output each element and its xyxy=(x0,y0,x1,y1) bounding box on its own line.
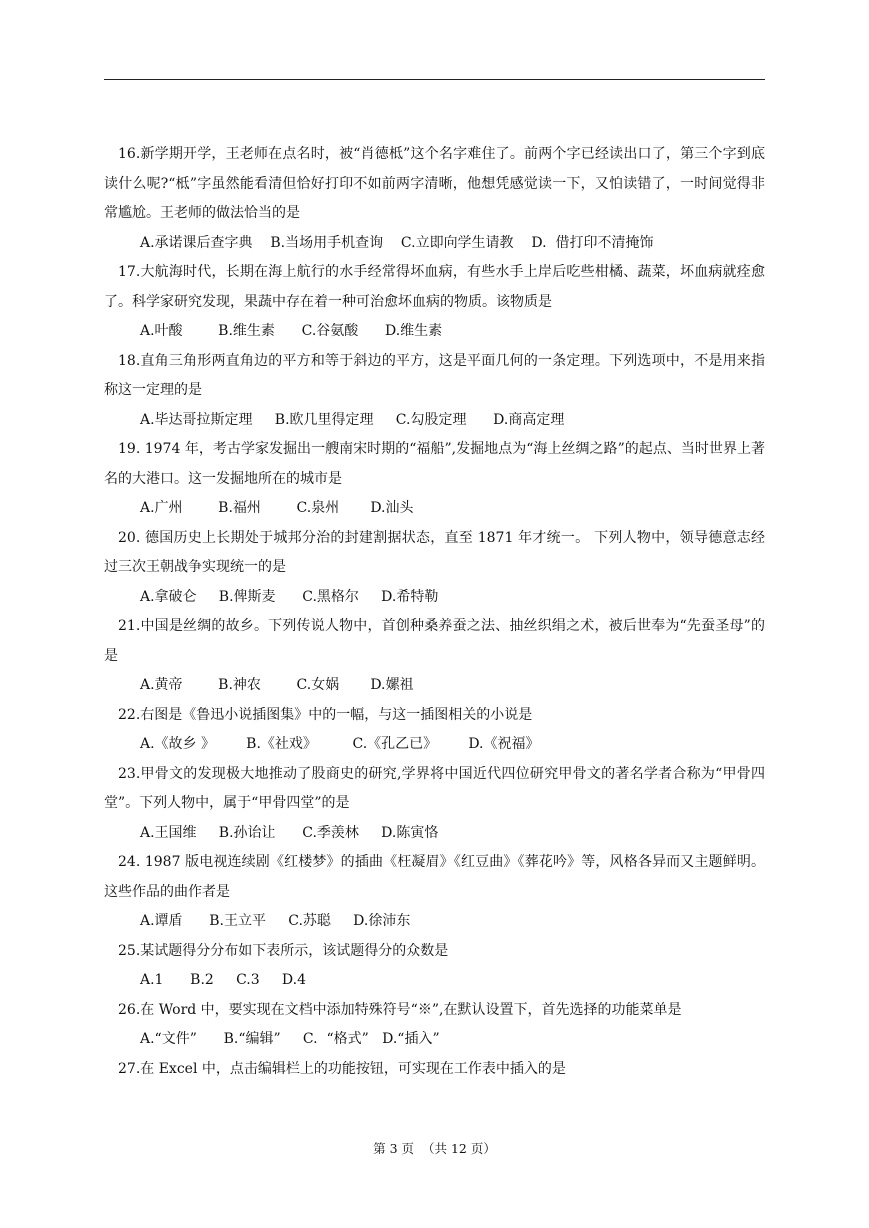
question-25 xyxy=(104,937,765,996)
question-stem: 23.甲骨文的发现极大地推动了股商史的研究,学界将中国近代四位研究甲骨文的著名学者合称为“甲骨四堂”。下列人物中，属于“甲骨四堂”的是 xyxy=(104,765,765,811)
question-stem: 21.中国是丝绸的故乡。下列传说人物中，首创种桑养蚕之法、抽丝织绢之术，被后世奉为“先蚕圣母”的是 xyxy=(104,618,765,664)
question-stem: 18.直角三角形两直角边的平方和等于斜边的平方，这是平面几何的一条定理。下列选项中，不是用来指称这一定理的是 xyxy=(104,352,765,398)
question-options: A.王国维 B.孙诒让 C.季羡林 D.陈寅恪 xyxy=(140,824,439,841)
question-stem: 16.新学期开学，王老师在点名时，被“肖德柢”这个名字难住了。前两个字已经读出口了，第三个字到底读什么呢?“柢”字虽然能看清但恰好打印不如前两字清晰，他想凭感觉读一下，又怕读错了，一时间觉得非常尴尬。王老师的做法恰当的是 xyxy=(104,146,765,221)
question-options: A.1 B.2 C.3 D.4 xyxy=(140,972,306,988)
question-options: A.承诺课后查字典 B.当场用手机查询 C.立即向学生请教 D. 借打印不清掩饰 xyxy=(140,234,654,251)
question-options: A.广州 B.福州 C.泉州 D.汕头 xyxy=(140,500,414,516)
question-20 xyxy=(104,524,765,613)
question-26 xyxy=(104,996,765,1055)
question-23 xyxy=(104,760,765,849)
question-24 xyxy=(104,848,765,937)
question-18 xyxy=(104,347,765,436)
question-27 xyxy=(104,1055,765,1085)
page-footer: 第 3 页 （共 12 页） xyxy=(373,1141,496,1156)
question-17 xyxy=(104,258,765,347)
question-options: A.叶酸 B.维生素 C.谷氨酸 D.维生素 xyxy=(140,323,443,339)
question-stem: 22.右图是《鲁迅小说插图集》中的一幅，与这一插图相关的小说是 xyxy=(118,706,533,723)
question-19 xyxy=(104,435,765,524)
question-22 xyxy=(104,701,765,760)
question-options: A.《故乡 》 B.《社戏》 C.《孔乙已》 D.《祝福》 xyxy=(140,736,540,752)
header-rule xyxy=(104,79,765,80)
question-options: A.毕达哥拉斯定理 B.欧几里得定理 C.勾股定理 D.商高定理 xyxy=(140,411,565,428)
question-options: A.“文件” B.“编辑” C. “格式” D.“插入” xyxy=(140,1031,440,1047)
question-stem: 27.在 Excel 中，点击编辑栏上的功能按钮，可实现在工作表中插入的是 xyxy=(118,1060,566,1077)
question-16 xyxy=(104,140,765,258)
question-options: A.谭盾 B.王立平 C.苏聪 D.徐沛东 xyxy=(140,913,411,929)
question-stem: 24. 1987 版电视连续剧《红楼梦》的插曲《枉凝眉》《红豆曲》《葬花吟》等，风格各异而又主题鲜明。这些作品的曲作者是 xyxy=(104,854,765,900)
question-options: A.拿破仑 B.俾斯麦 C.黑格尔 D.希特勒 xyxy=(140,588,439,605)
question-stem: 17.大航海时代，长期在海上航行的水手经常得坏血病，有些水手上岸后吃些柑橘、蔬菜，坏血病就痊愈了。科学家研究发现，果蔬中存在着一种可治愈坏血病的物质。该物质是 xyxy=(104,264,765,310)
question-stem: 26.在 Word 中，要实现在文档中添加特殊符号“※”,在默认设置下，首先选择的功能菜单是 xyxy=(118,1001,682,1018)
question-21 xyxy=(104,612,765,701)
question-stem: 25.某试题得分分布如下表所示，该试题得分的众数是 xyxy=(118,942,449,959)
question-stem: 19. 1974 年，考古学家发掘出一艘南宋时期的“福船”,发掘地点为“海上丝绸之路”的起点、当时世界上著名的大港口。这一发掘地所在的城市是 xyxy=(104,441,765,487)
question-options: A.黄帝 B.神农 C.女娲 D.嫘祖 xyxy=(140,677,414,693)
question-stem: 20. 德国历史上长期处于城邦分治的封建割据状态，直至 1871 年才统一。 下列人物中，领导德意志经过三次王朝战争实现统一的是 xyxy=(104,529,765,575)
question-list xyxy=(104,140,765,1084)
